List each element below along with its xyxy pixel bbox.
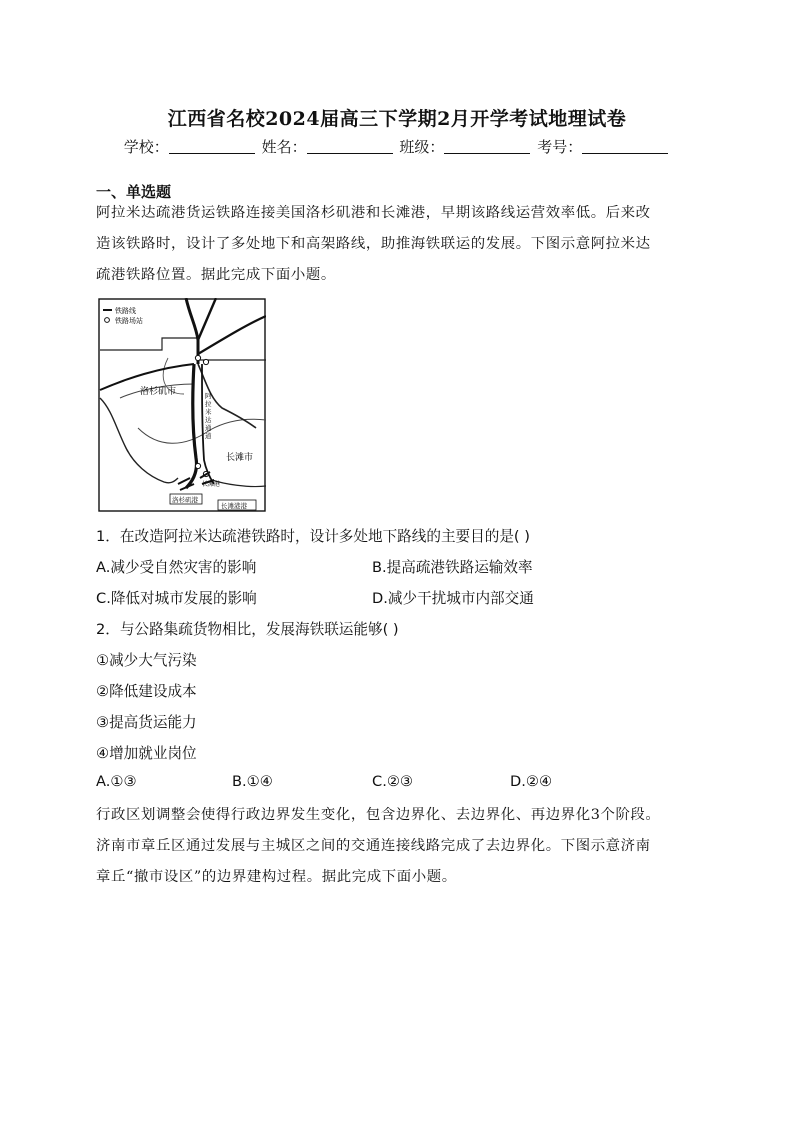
q2-option-d[interactable]: D.②④ [510, 773, 553, 790]
question-2-stem: 2．与公路集疏货物相比，发展海铁联运能够( ) [96, 621, 399, 638]
q2-option-a[interactable]: A.①③ [96, 773, 137, 790]
q1-option-b[interactable]: B.提高疏港铁路运输效率 [372, 559, 533, 576]
port-la-label: 洛杉矶港 [172, 496, 198, 504]
school-label: 学校： [123, 138, 169, 156]
railway-map [98, 298, 266, 512]
station-icon [203, 359, 208, 364]
exam-number-label: 考号： [537, 138, 583, 156]
corridor-label-char: 通 [205, 424, 212, 432]
corridor-label-char: 达 [205, 416, 212, 424]
la-city-label: 洛杉矶市 [140, 387, 177, 397]
passage-1-line: 疏港铁路位置。据此完成下面小题。 [96, 267, 336, 283]
corridor-label-char: 道 [205, 432, 212, 440]
q2-option-c[interactable]: C.②③ [372, 773, 413, 790]
q1-option-a[interactable]: A.减少受自然灾害的影响 [96, 559, 257, 576]
q2-item: ③提高货运能力 [96, 714, 197, 731]
legend-station-symbol [105, 318, 110, 323]
corridor-label-char: 拉 [205, 400, 212, 408]
passage-2 [96, 800, 702, 893]
passage-1-line: 造该铁路时，设计了多处地下和高架路线，助推海铁联运的发展。下图示意阿拉米达 [96, 236, 651, 252]
exam-number-blank[interactable] [582, 139, 668, 154]
q2-option-b[interactable]: B.①④ [232, 773, 273, 790]
long-beach-label: 长滩市 [226, 453, 254, 463]
class-blank[interactable] [444, 139, 530, 154]
student-info-row [0, 136, 794, 157]
corridor-label-char: 阿 [205, 392, 212, 400]
port-lb-label: 长滩港港 [221, 502, 247, 510]
legend-station-label: 铁路场站 [115, 317, 143, 325]
exam-title: 江西省名校2024届高三下学期2月开学考试地理试卷 [167, 108, 627, 130]
class-label: 班级： [399, 138, 445, 156]
question-1-stem: 1．在改造阿拉米达疏港铁路时，设计多处地下路线的主要目的是( ) [96, 528, 530, 545]
q1-option-d[interactable]: D.减少干扰城市内部交通 [372, 590, 534, 607]
school-blank[interactable] [169, 139, 255, 154]
q2-item: ②降低建设成本 [96, 683, 197, 700]
q2-item: ④增加就业岗位 [96, 745, 197, 762]
corridor-label-char: 米 [205, 408, 212, 416]
passage-2-line: 济南市章丘区通过发展与主城区之间的交通连接线路完成了去边界化。下图示意济南 [96, 838, 651, 854]
passage-2-line: 章丘“撤市设区”的边界建构过程。据此完成下面小题。 [96, 869, 457, 885]
legend-rail-label: 铁路线 [115, 307, 136, 315]
passage-1-line: 阿拉米达疏港货运铁路连接美国洛杉矶港和长滩港，早期该路线运营效率低。后来改 [96, 205, 651, 221]
name-blank[interactable] [307, 139, 393, 154]
section-heading: 一、单选题 [96, 183, 172, 201]
station-icon [195, 463, 200, 468]
q2-item: ①减少大气污染 [96, 652, 197, 669]
passage-1 [96, 198, 702, 291]
passage-2-line: 行政区划调整会使得行政边界发生变化，包含边界化、去边界化、再边界化3个阶段。 [96, 807, 661, 823]
name-label: 姓名： [261, 138, 307, 156]
station-icon [195, 355, 200, 360]
q1-option-c[interactable]: C.降低对城市发展的影响 [96, 590, 257, 607]
map-frame [99, 299, 265, 511]
port-lb-small-label: 长滩港 [202, 481, 221, 488]
